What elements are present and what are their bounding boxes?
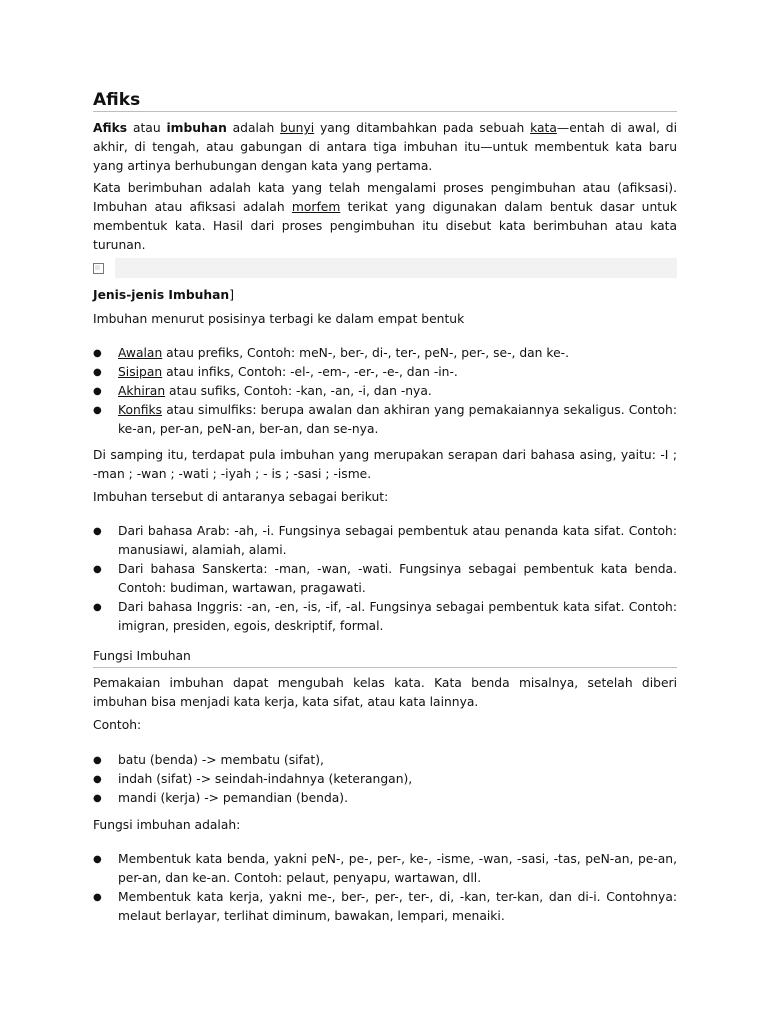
- link-morfem[interactable]: morfem: [291, 200, 341, 214]
- list-item-text: Dari bahasa Arab: -ah, -i. Fungsinya sebagai pembentuk atau penanda kata sifat. Contoh: manusiawi, alamiah, alami.: [118, 524, 677, 557]
- intro-text-4: —entah di awal, di akhir, di tengah, atau gabungan di antara tiga imbuhan itu—untuk membentuk kata baru yang artinya berhubungan dengan kata yang pertama.: [93, 121, 677, 173]
- fungsi-paragraph: Pemakaian imbuhan dapat mengubah kelas kata. Kata benda misalnya, setelah diberi imbuhan bisa menjadi kata kerja, kata sifat, atau kata lainnya.: [93, 676, 677, 709]
- list-item: [93, 401, 677, 439]
- serapan-list: [93, 522, 677, 636]
- list-item: [93, 850, 677, 888]
- contoh-list: [93, 751, 677, 808]
- list-item: [93, 598, 677, 636]
- list-item-text: batu (benda) -> membatu (sifat),: [118, 753, 324, 767]
- page-title: Afiks: [93, 90, 141, 110]
- list-item-text: Dari bahasa Inggris: -an, -en, -is, -if, -al. Fungsinya sebagai pembentuk kata sifat. Contoh: imigran, presiden, egois, deskriptif, formal.: [118, 600, 677, 633]
- list-item: [93, 560, 677, 598]
- list-item: [93, 751, 677, 770]
- bullet-icon: ●: [93, 348, 102, 359]
- fungsi-divider: [93, 667, 677, 668]
- bullet-icon: ●: [93, 793, 102, 804]
- list-item: [93, 789, 677, 808]
- list-item: [93, 382, 677, 401]
- fungsi-list: [93, 850, 677, 926]
- title-divider: [93, 111, 677, 112]
- jenis-heading: [93, 286, 234, 305]
- bullet-icon: ●: [93, 367, 102, 378]
- intro-text-1: atau: [127, 121, 167, 135]
- list-item-text: Dari bahasa Sanskerta: -man, -wan, -wati. Fungsinya sebagai pembentuk kata benda. Contoh: budiman, wartawan, pragawati.: [118, 562, 677, 595]
- list-item-text: atau prefiks, Contoh: meN-, ber-, di-, ter-, peN-, per-, se-, dan ke-.: [162, 346, 569, 360]
- kata-berimbuhan-paragraph: [93, 179, 677, 255]
- jenis-intro: Imbuhan menurut posisinya terbagi ke dalam empat bentuk: [93, 312, 465, 326]
- intro-paragraph: [93, 119, 677, 176]
- bullet-icon: ●: [93, 755, 102, 766]
- link-akhiran[interactable]: Akhiran: [118, 384, 166, 398]
- list-item-text: indah (sifat) -> seindah-indahnya (keterangan),: [118, 772, 413, 786]
- checkbox-icon[interactable]: [93, 263, 104, 274]
- link-konfiks[interactable]: Konfiks: [118, 403, 163, 417]
- bullet-icon: ●: [93, 526, 102, 537]
- bullet-icon: ●: [93, 854, 102, 865]
- list-item-text: atau sufiks, Contoh: -kan, -an, -i, dan -nya.: [165, 384, 432, 398]
- list-item-text: Membentuk kata benda, yakni peN-, pe-, per-, ke-, -isme, -wan, -sasi, -tas, peN-an, pe-an, per-an, dan ke-an. Contoh: pelaut, penyapu, wartawan, dll.: [118, 852, 677, 885]
- list-item: [93, 770, 677, 789]
- list-item-text: atau simulfiks: berupa awalan dan akhiran yang pemakaiannya sekaligus. Contoh: ke-an, per-an, peN-an, ber-an, dan se-nya.: [118, 403, 677, 436]
- bullet-icon: ●: [93, 892, 102, 903]
- list-item: [93, 522, 677, 560]
- para2-text-2: terikat yang digunakan dalam bentuk dasar untuk membentuk kata. Hasil dari proses pengimbuhan itu disebut kata berimbuhan atau kata turunan.: [93, 200, 677, 252]
- bullet-icon: ●: [93, 602, 102, 613]
- bullet-icon: ●: [93, 774, 102, 785]
- jenis-list: [93, 344, 677, 439]
- list-item-text: mandi (kerja) -> pemandian (benda).: [118, 791, 348, 805]
- bullet-icon: ●: [93, 564, 102, 575]
- list-item-text: atau infiks, Contoh: -el-, -em-, -er-, -e-, dan -in-.: [162, 365, 458, 379]
- bullet-icon: ●: [93, 386, 102, 397]
- fungsi-label: Fungsi imbuhan adalah:: [93, 818, 241, 832]
- serapan-paragraph: Di samping itu, terdapat pula imbuhan yang merupakan serapan dari bahasa asing, yaitu: -I ; -man ; -wan ; -wati ; -iyah ; - is ; -sasi ; -isme.: [93, 448, 677, 481]
- grey-placeholder-bar: [115, 258, 677, 278]
- intro-text-2: adalah: [226, 121, 281, 135]
- list-item-text: Membentuk kata kerja, yakni me-, ber-, per-, ter-, di, -kan, ter-kan, dan di-i. Contohnya: melaut berlayar, terlihat diminum, bawakan, lempari, menaiki.: [118, 890, 677, 923]
- term-imbuhan: imbuhan: [166, 121, 227, 135]
- jenis-heading-bold: Jenis-jenis Imbuhan: [93, 288, 230, 302]
- link-bunyi[interactable]: bunyi: [280, 121, 315, 135]
- bullet-icon: ●: [93, 405, 102, 416]
- intro-text-3: yang ditambahkan pada sebuah: [314, 121, 531, 135]
- link-kata[interactable]: kata: [530, 121, 557, 135]
- contoh-label: Contoh:: [93, 718, 142, 732]
- term-afiks: Afiks: [93, 121, 128, 135]
- list-item: [93, 363, 677, 382]
- list-item: [93, 888, 677, 926]
- fungsi-heading: Fungsi Imbuhan: [93, 649, 191, 663]
- jenis-heading-bracket: ]: [229, 288, 234, 302]
- link-awalan[interactable]: Awalan: [118, 346, 163, 360]
- serapan-intro: Imbuhan tersebut di antaranya sebagai berikut:: [93, 490, 389, 504]
- link-sisipan[interactable]: Sisipan: [118, 365, 163, 379]
- list-item: [93, 344, 677, 363]
- para2-text-1: Kata berimbuhan adalah kata yang telah mengalami proses pengimbuhan atau (afiksasi). Imbuhan atau afiksasi adalah: [93, 181, 677, 214]
